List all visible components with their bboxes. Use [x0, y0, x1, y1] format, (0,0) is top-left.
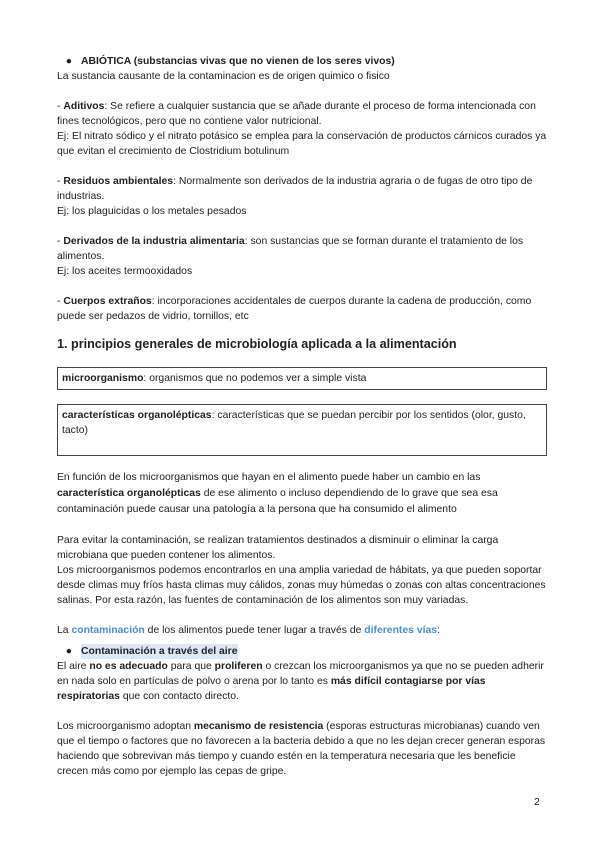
aditivos-example: Ej: El nitrato sódico y el nitrato potásico se emplea para la conservación de productos cárnicos curados ya que evitan el crecimiento de Clostridium botulinum — [57, 131, 547, 157]
aditivos-text: Se refiere a cualquier sustancia que se añade durante el proceso de forma intencionada con fines tecnológicos, pero que no contiene valor nutricional. — [57, 101, 536, 127]
residuos-paragraph: - Residuos ambientales: Normalmente son derivados de la industria agraria o de fugas de otro tipo de industrias. — [57, 176, 533, 202]
def-microorganismo: : organismos que no podemos ver a simple vista — [143, 373, 367, 384]
derivados-label: Derivados de la industria alimentaria — [63, 236, 245, 247]
derivados-text: son sustancias que se forman durante el tratamiento de los alimentos. — [57, 236, 524, 262]
cuerpos-text: incorporaciones accidentales de cuerpos durante la cadena de producción, como puede ser pedazos de vidrio, tornillos, etc — [57, 296, 532, 322]
term-organolepticas: características organolépticas — [62, 410, 212, 421]
cuerpos-label: Cuerpos extraños — [63, 296, 152, 307]
aditivos-label: Aditivos — [63, 101, 105, 112]
abiotica-title: ABIÓTICA (substancias vivas que no vienen de los seres vivos) — [81, 56, 395, 67]
definition-box-organolepticas — [57, 404, 547, 456]
abiotica-bullet — [57, 54, 547, 69]
derivados-example: Ej: los aceites termooxidados — [57, 266, 193, 277]
section-title: 1. principios generales de microbiología aplicada a la alimentación — [57, 337, 457, 351]
derivados-paragraph: - Derivados de la industria alimentaria: son sustancias que se forman durante el tratamiento de los alimentos. — [57, 236, 524, 262]
aditivos-paragraph: - Aditivos: Se refiere a cualquier sustancia que se añade durante el proceso de forma intencionada con fines tecnológicos, pero que no contiene valor nutricional. — [57, 101, 536, 127]
aire-bullet — [57, 644, 547, 659]
page-number: 2 — [534, 797, 540, 808]
term-microorganismo: microorganismo — [62, 373, 144, 384]
paragraph-cambio: En función de los microorganismos que hayan en el alimento puede haber un cambio en las característica organolépticas de ese alimento o incluso dependiendo de lo grave que sea esa contaminación puede causar una patología a la persona que ha consumido el alimento — [57, 472, 498, 515]
link-contaminacion[interactable]: contaminación — [71, 625, 145, 636]
bullet-icon: ● — [65, 646, 72, 657]
abiotica-desc: La sustancia causante de la contaminacion es de origen quimico o fisico — [57, 71, 390, 82]
term-organolepticas-inline: característica organolépticas — [57, 488, 201, 499]
document-page — [57, 54, 547, 779]
residuos-label: Residuos ambientales — [63, 176, 174, 187]
paragraph-habitats: Los microorganismos podemos encontrarlos en una amplia variedad de hábitats, ya que pueden soportar desde climas muy fríos hasta climas muy cálidos, zonas muy húmedas o zonas con altas concentraciones salinas. Por esta razón, las fuentes de contaminación de los alimentos son muy variadas. — [57, 565, 546, 606]
aire-title: Contaminación a través del aire — [81, 646, 238, 657]
paragraph-evitar: Para evitar la contaminación, se realizan tratamientos destinados a disminuir o eliminar la carga microbiana que pueden contener los alimentos. — [57, 535, 499, 561]
definition-box-microorganismo — [57, 367, 547, 390]
paragraph-vias: La contaminación de los alimentos puede tener lugar a través de diferentes vías: — [57, 625, 440, 636]
link-diferentes-vias[interactable]: diferentes vías — [364, 625, 438, 636]
residuos-example: Ej: los plaguicidas o los metales pesados — [57, 206, 247, 217]
bullet-icon: ● — [65, 56, 72, 67]
paragraph-aire: El aire no es adecuado para que proliferen o crezcan los microorganismos ya que no se pueden adherir en nada solo en partículas de polvo o arena por lo tanto es más difícil contagiarse por vías respiratorias que con contacto directo. — [57, 661, 544, 702]
def-organolepticas: : características que se puedan percibir por los sentidos (olor, gusto, tacto) — [62, 410, 526, 436]
cuerpos-paragraph: - Cuerpos extraños: incorporaciones accidentales de cuerpos durante la cadena de producción, como puede ser pedazos de vidrio, tornillos, etc — [57, 296, 532, 322]
residuos-text: Normalmente son derivados de la industria agraria o de fugas de otro tipo de industrias. — [57, 176, 533, 202]
paragraph-resistencia: Los microorganismo adoptan mecanismo de resistencia (esporas estructuras microbianas) cuando ven que el tiempo o factores que no favorecen a la bacteria debido a que no les dejan crecer generan esporas haciendo que sobrevivan más tiempo y cuando estén en la temperatura necesaria que les beneficie crecen más como por ejemplo las cepas de gripe. — [57, 721, 546, 777]
